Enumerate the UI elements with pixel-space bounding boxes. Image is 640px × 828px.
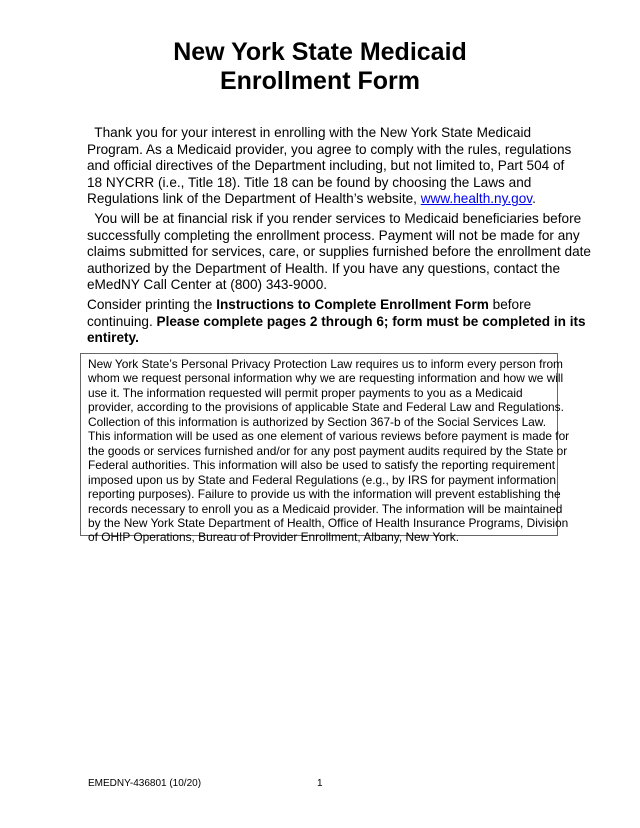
form-id: EMEDNY-436801 (10/20): [88, 778, 202, 789]
title-line-2: Enrollment Form: [219, 67, 420, 95]
text-line: Regulations link of the Department of Health’s website,: [87, 191, 421, 207]
text: continuing.: [87, 313, 157, 329]
text-line: and official directives of the Department including, but not limited to, Part 504 of: [87, 158, 565, 174]
text-line: of OHIP Operations, Bureau of Provider Enrollment, Albany, New York.: [88, 530, 459, 545]
text-line: eMedNY Call Center at (800) 343-9000.: [87, 277, 328, 293]
text: before: [488, 297, 532, 312]
text-line: Collection of this information is authorized by Section 367-b of the Social Services Law.: [88, 414, 547, 429]
text-line: Federal authorities. This information will also be used to satisfy the reporting requirement: [88, 458, 556, 473]
privacy-notice-box: [80, 353, 570, 545]
text-line: reporting purposes). Failure to provide us with the information will prevent establishing the: [88, 487, 561, 502]
text-period: .: [532, 191, 536, 207]
text: Consider printing the: [87, 297, 217, 312]
text-line: This information will be used as one element of various reviews before payment is made for: [88, 429, 570, 444]
text-line: provider, according to the provisions of applicable State and Federal Law and Regulations.: [88, 400, 564, 415]
text-line: claims submitted for services, care, or supplies furnished before the enrollment date: [87, 244, 591, 260]
intro-paragraph: [87, 125, 571, 208]
instructions-paragraph: [87, 297, 586, 347]
page-number: 1: [317, 778, 323, 789]
text-line: records necessary to enroll you as a Medicaid provider. The information will be maintained: [88, 501, 563, 516]
text-line: You will be at financial risk if you render services to Medicaid beneficiaries before: [87, 211, 582, 226]
text-line: the goods or services furnished and/or for any post payment audits required by the State or: [88, 443, 568, 458]
text-line: by the New York State Department of Health, Office of Health Insurance Programs, Division: [88, 515, 569, 530]
title-line-1: New York State Medicaid: [173, 38, 467, 66]
text-line: New York State’s Personal Privacy Protection Law requires us to inform every person from: [88, 357, 563, 371]
text-line: Program. As a Medicaid provider, you agree to comply with the rules, regulations: [87, 141, 572, 157]
completion-notice-end: entirety.: [87, 330, 139, 346]
text-line: successfully completing the enrollment process. Payment will not be made for any: [87, 227, 580, 243]
text-line: 18 NYCRR (i.e., Title 18). Title 18 can be found by choosing the Laws and: [87, 174, 532, 190]
text-line: whom we request personal information why we are requesting information and how we will: [88, 371, 564, 386]
text-line: authorized by the Department of Health. If you have any questions, contact the: [87, 260, 561, 276]
instructions-title: Instructions to Complete Enrollment Form: [216, 297, 489, 312]
financial-risk-paragraph: [87, 211, 591, 294]
page-title: [0, 38, 640, 96]
text-line: use it. The information requested will permit proper payments to you as a Medicaid: [88, 385, 523, 400]
completion-notice: Please complete pages 2 through 6; form must be completed in its: [156, 313, 586, 329]
text-line: imposed upon us by State and Federal Regulations (e.g., by IRS for payment information: [88, 472, 556, 487]
health-website-link[interactable]: www.health.ny.gov: [420, 191, 533, 207]
text-line: Thank you for your interest in enrolling with the New York State Medicaid: [87, 125, 532, 140]
